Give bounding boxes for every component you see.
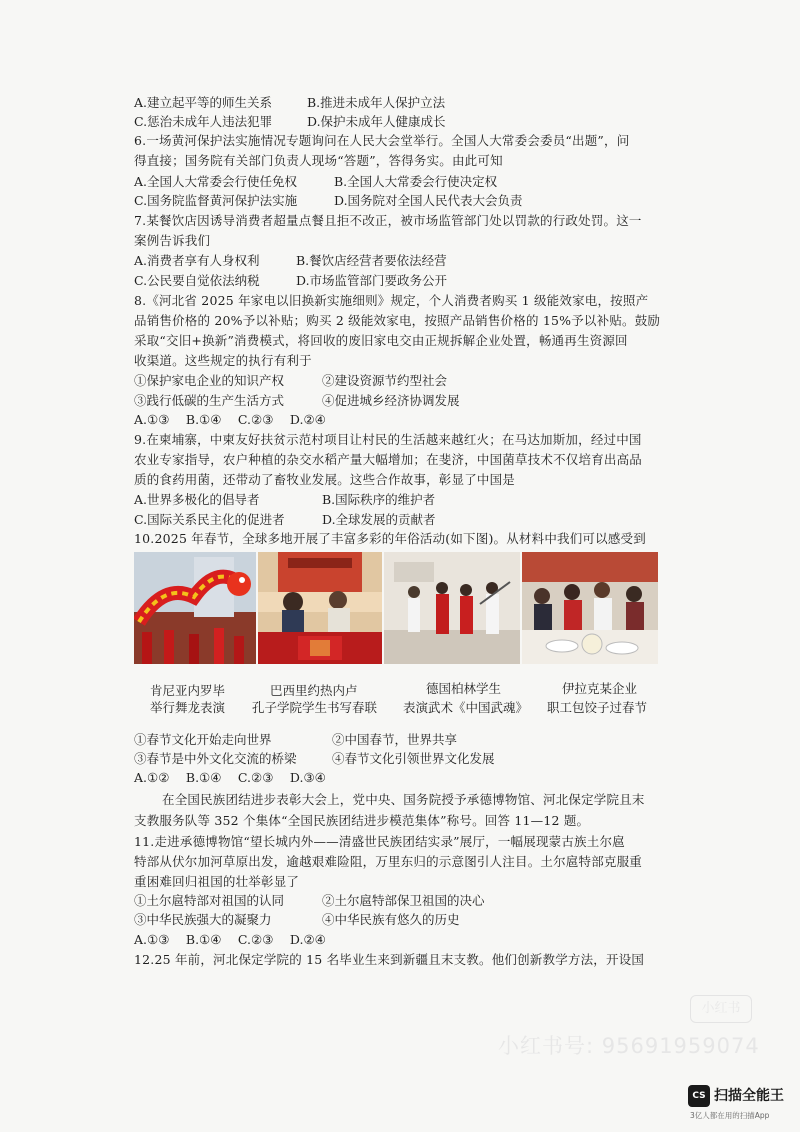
- q7-option-a: A.消费者享有人身权利: [134, 253, 260, 268]
- q11-stem-line-1: 11.走进承德博物馆“望长城内外——清盛世民族团结实录”展厅，一幅展现蒙古族土尔扈: [134, 834, 625, 849]
- q8-statement-4: ④促进城乡经济协调发展: [322, 393, 460, 408]
- q9-stem-line-2: 农业专家指导，农户种植的杂交水稻产量大幅增加；在斐济，中国菌草技术不仅培育出高品: [134, 452, 643, 467]
- q8-statement-3: ③践行低碳的生产生活方式: [134, 393, 285, 408]
- q8-stem-line-1: 8.《河北省 2025 年家电以旧换新实施细则》规定，个人消费者购买 1 级能效家电，按照产: [134, 293, 649, 308]
- q11-statement-2: ②土尔扈特部保卫祖国的决心: [322, 893, 485, 908]
- q5-option-b: B.推进未成年人保护立法: [307, 95, 446, 110]
- q9-stem-line-3: 质的食药用菌，还带动了畜牧业发展。这些合作故事，彰显了中国是: [134, 472, 516, 487]
- caption-2-line-2: 孔子学院学生书写春联: [252, 700, 378, 715]
- photo-kenya-dragon-dance: [134, 552, 256, 664]
- q12-stem-line-1: 12.25 年前，河北保定学院的 15 名毕业生来到新疆且末支教。他们创新教学方法，开设国: [134, 952, 645, 967]
- caption-2-line-1: 巴西里约热内卢: [270, 683, 358, 698]
- camscanner-subtitle: 3亿人都在用的扫描App: [690, 1111, 770, 1120]
- photo-brazil-calligraphy: [258, 552, 382, 664]
- q10-statement-3: ③春节是中外文化交流的桥梁: [134, 751, 297, 766]
- q7-stem-line-1: 7.某餐饮店因诱导消费者超量点餐且拒不改正，被市场监管部门处以罚款的行政处罚。这一: [134, 213, 642, 228]
- q10-stem-line-1: 10.2025 年春节，全球多地开展了丰富多彩的年俗活动(如下图)。从材料中我们可以感受到: [134, 531, 646, 546]
- caption-3-line-1: 德国柏林学生: [426, 681, 502, 696]
- q7-stem-line-2: 案例告诉我们: [134, 233, 211, 248]
- q9-option-c: C.国际关系民主化的促进者: [134, 512, 285, 527]
- q5-option-d: D.保护未成年人健康成长: [307, 114, 446, 129]
- q10-statement-1: ①春节文化开始走向世界: [134, 732, 272, 747]
- q7-option-c: C.公民要自觉依法纳税: [134, 273, 260, 288]
- q8-answer-options: A.①③ B.①④ C.②③ D.②④: [134, 412, 326, 427]
- q6-stem-line-2: 得直接；国务院有关部门负责人现场“答题”，答得务实。由此可知: [134, 153, 503, 168]
- q6-option-d: D.国务院对全国人民代表大会负责: [334, 193, 523, 208]
- q6-stem-line-1: 6.一场黄河保护法实施情况专题询问在人民大会堂举行。全国人大常委会委员“出题”，问: [134, 133, 630, 148]
- caption-1-line-2: 举行舞龙表演: [150, 700, 226, 715]
- photo-berlin-martial-arts: [384, 552, 520, 664]
- q11-stem-line-2: 特部从伏尔加河草原出发，逾越艰难险阻，万里东归的示意图引人注目。土尔扈特部克服重: [134, 854, 643, 869]
- q11-statement-4: ④中华民族有悠久的历史: [322, 912, 460, 927]
- q9-option-d: D.全球发展的贡献者: [322, 512, 436, 527]
- q8-stem-line-2: 品销售价格的 20%予以补贴；购买 2 级能效家电，按照产品销售价格的 15%予以补贴。鼓励: [134, 313, 661, 328]
- caption-4-line-2: 职工包饺子过春节: [547, 700, 648, 715]
- q7-option-b: B.餐饮店经营者要依法经营: [296, 253, 447, 268]
- q6-option-a: A.全国人大常委会行使任免权: [134, 174, 298, 189]
- xiaohongshu-watermark-badge: 小红书: [690, 995, 752, 1023]
- q9-option-b: B.国际秩序的维护者: [322, 492, 436, 507]
- q11-statement-1: ①土尔扈特部对祖国的认同: [134, 893, 285, 908]
- q8-statement-1: ①保护家电企业的知识产权: [134, 373, 285, 388]
- camscanner-logo-icon: CS: [688, 1085, 710, 1107]
- material-line-2: 支教服务队等 352 个集体“全国民族团结进步模范集体”称号。回答 11—12 题。: [134, 813, 590, 828]
- q8-stem-line-3: 采取“交旧+换新”消费模式，将回收的废旧家电交由正规拆解企业处置，畅通再生资源回: [134, 333, 628, 348]
- q8-statement-2: ②建设资源节约型社会: [322, 373, 448, 388]
- caption-3-line-2: 表演武术《中国武魂》: [403, 700, 529, 715]
- caption-1-line-1: 肯尼亚内罗毕: [150, 683, 226, 698]
- camscanner-title: 扫描全能王: [714, 1088, 784, 1104]
- photo-iraq-dumplings: [522, 552, 658, 664]
- q11-statement-3: ③中华民族强大的凝聚力: [134, 912, 272, 927]
- q11-answer-options: A.①③ B.①④ C.②③ D.②④: [134, 932, 326, 947]
- festival-photo-strip: [134, 552, 658, 664]
- q9-option-a: A.世界多极化的倡导者: [134, 492, 260, 507]
- q9-stem-line-1: 9.在柬埔寨，中柬友好扶贫示范村项目让村民的生活越来越红火；在马达加斯加，经过中国: [134, 432, 642, 447]
- q7-option-d: D.市场监管部门要政务公开: [296, 273, 448, 288]
- q11-stem-line-3: 重困难回归祖国的壮举彰显了: [134, 874, 300, 889]
- q5-option-c: C.惩治未成年人违法犯罪: [134, 114, 273, 129]
- q6-option-b: B.全国人大常委会行使决定权: [334, 174, 498, 189]
- xiaohongshu-watermark-id: 小红书号: 95691959074: [498, 1034, 760, 1058]
- caption-4-line-1: 伊拉克某企业: [562, 681, 638, 696]
- material-line-1: 在全国民族团结进步表彰大会上，党中央、国务院授予承德博物馆、河北保定学院且末: [162, 792, 645, 807]
- q5-option-a: A.建立起平等的师生关系: [134, 95, 273, 110]
- q10-answer-options: A.①② B.①④ C.②③ D.③④: [134, 770, 326, 785]
- q8-stem-line-4: 收渠道。这些规定的执行有利于: [134, 353, 312, 368]
- q10-statement-4: ④春节文化引领世界文化发展: [332, 751, 495, 766]
- q10-statement-2: ②中国春节，世界共享: [332, 732, 458, 747]
- q6-option-c: C.国务院监督黄河保护法实施: [134, 193, 298, 208]
